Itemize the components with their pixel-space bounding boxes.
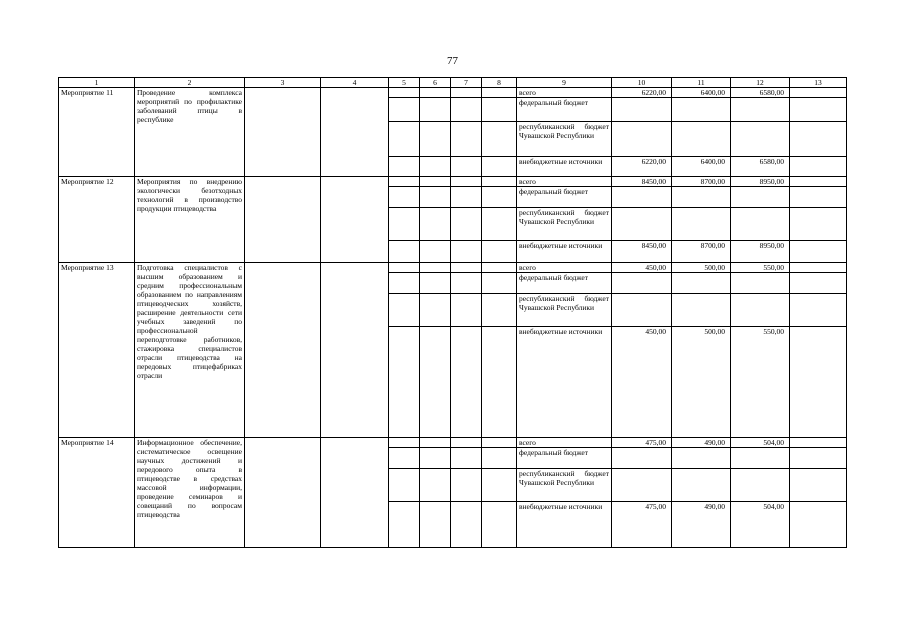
table-row	[59, 88, 847, 98]
value-col12	[731, 187, 790, 208]
value-col11: 6400,00	[672, 88, 731, 98]
funding-source: федеральный бюджет	[517, 448, 612, 469]
value-col10: 450,00	[612, 327, 672, 438]
header-cell: 10	[612, 78, 672, 88]
col4-cell	[321, 438, 389, 548]
col8-cell	[482, 157, 517, 177]
col6-cell	[420, 88, 451, 98]
col13-cell	[790, 469, 847, 502]
col13-cell	[790, 157, 847, 177]
table-row	[59, 263, 847, 273]
col7-cell	[451, 98, 482, 122]
col6-cell	[420, 187, 451, 208]
value-col10: 6220,00	[612, 88, 672, 98]
value-col10: 475,00	[612, 502, 672, 548]
col5-cell	[389, 273, 420, 294]
funding-source: внебюджетные источники	[517, 241, 612, 263]
header-cell: 13	[790, 78, 847, 88]
col6-cell	[420, 157, 451, 177]
header-cell: 11	[672, 78, 731, 88]
col8-cell	[482, 187, 517, 208]
funding-source: всего	[517, 177, 612, 187]
col7-cell	[451, 438, 482, 448]
value-col12: 550,00	[731, 327, 790, 438]
col7-cell	[451, 241, 482, 263]
col7-cell	[451, 187, 482, 208]
funding-source: федеральный бюджет	[517, 187, 612, 208]
col6-cell	[420, 327, 451, 438]
header-cell: 8	[482, 78, 517, 88]
funding-source: внебюджетные источники	[517, 502, 612, 548]
col5-cell	[389, 294, 420, 327]
col6-cell	[420, 438, 451, 448]
col4-cell	[321, 263, 389, 438]
funding-source: внебюджетные источники	[517, 157, 612, 177]
col7-cell	[451, 327, 482, 438]
col5-cell	[389, 88, 420, 98]
value-col11	[672, 448, 731, 469]
col6-cell	[420, 263, 451, 273]
col5-cell	[389, 98, 420, 122]
col5-cell	[389, 208, 420, 241]
col8-cell	[482, 294, 517, 327]
col5-cell	[389, 157, 420, 177]
col6-cell	[420, 98, 451, 122]
col3-cell	[245, 177, 321, 263]
value-col12	[731, 294, 790, 327]
col13-cell	[790, 294, 847, 327]
col5-cell	[389, 448, 420, 469]
value-col11: 500,00	[672, 327, 731, 438]
col7-cell	[451, 157, 482, 177]
header-cell: 2	[135, 78, 245, 88]
col8-cell	[482, 438, 517, 448]
col7-cell	[451, 294, 482, 327]
col13-cell	[790, 88, 847, 98]
col13-cell	[790, 241, 847, 263]
value-col10	[612, 294, 672, 327]
value-col12	[731, 469, 790, 502]
col6-cell	[420, 469, 451, 502]
value-col10: 6220,00	[612, 157, 672, 177]
value-col11	[672, 208, 731, 241]
value-col12	[731, 448, 790, 469]
measure-name: Проведение комплекса мероприятий по профилактике заболеваний птицы в республике	[135, 88, 245, 177]
value-col11	[672, 273, 731, 294]
col13-cell	[790, 122, 847, 157]
funding-source: всего	[517, 88, 612, 98]
program-table	[58, 77, 847, 548]
funding-source: республиканский бюджет Чувашской Республики	[517, 469, 612, 502]
funding-source: республиканский бюджет Чувашской Республики	[517, 294, 612, 327]
col5-cell	[389, 177, 420, 187]
col5-cell	[389, 502, 420, 548]
col6-cell	[420, 177, 451, 187]
funding-source: всего	[517, 263, 612, 273]
value-col10: 475,00	[612, 438, 672, 448]
col8-cell	[482, 502, 517, 548]
value-col11: 500,00	[672, 263, 731, 273]
col8-cell	[482, 273, 517, 294]
value-col10	[612, 469, 672, 502]
col13-cell	[790, 208, 847, 241]
col8-cell	[482, 88, 517, 98]
measure-id: Мероприятие 13	[59, 263, 135, 438]
col6-cell	[420, 241, 451, 263]
col7-cell	[451, 273, 482, 294]
col7-cell	[451, 263, 482, 273]
header-cell: 6	[420, 78, 451, 88]
value-col12: 550,00	[731, 263, 790, 273]
col4-cell	[321, 88, 389, 177]
col13-cell	[790, 98, 847, 122]
col6-cell	[420, 448, 451, 469]
measure-name: Информационное обеспечение, систематическое освещение научных достижений и передового опыта в птицеводстве в средствах массовой информации, проведение семинаров и совещаний по вопросам птицеводства	[135, 438, 245, 548]
col3-cell	[245, 438, 321, 548]
value-col11	[672, 98, 731, 122]
col6-cell	[420, 122, 451, 157]
col5-cell	[389, 187, 420, 208]
col13-cell	[790, 263, 847, 273]
value-col10	[612, 187, 672, 208]
col5-cell	[389, 327, 420, 438]
col4-cell	[321, 177, 389, 263]
value-col10	[612, 448, 672, 469]
col7-cell	[451, 502, 482, 548]
funding-source: всего	[517, 438, 612, 448]
col7-cell	[451, 469, 482, 502]
value-col11	[672, 469, 731, 502]
value-col11	[672, 187, 731, 208]
value-col12: 504,00	[731, 502, 790, 548]
table-row	[59, 177, 847, 187]
col8-cell	[482, 448, 517, 469]
funding-source: федеральный бюджет	[517, 98, 612, 122]
funding-source: внебюджетные источники	[517, 327, 612, 438]
col8-cell	[482, 469, 517, 502]
measure-id: Мероприятие 12	[59, 177, 135, 263]
col13-cell	[790, 448, 847, 469]
col13-cell	[790, 177, 847, 187]
value-col11: 8700,00	[672, 241, 731, 263]
value-col11: 8700,00	[672, 177, 731, 187]
col7-cell	[451, 122, 482, 157]
value-col12: 6580,00	[731, 157, 790, 177]
col5-cell	[389, 438, 420, 448]
col8-cell	[482, 122, 517, 157]
header-cell: 4	[321, 78, 389, 88]
col6-cell	[420, 273, 451, 294]
header-cell: 12	[731, 78, 790, 88]
col7-cell	[451, 177, 482, 187]
header-row	[59, 78, 847, 88]
funding-source: республиканский бюджет Чувашской Республики	[517, 208, 612, 241]
col5-cell	[389, 241, 420, 263]
value-col11: 6400,00	[672, 157, 731, 177]
value-col10: 450,00	[612, 263, 672, 273]
col13-cell	[790, 502, 847, 548]
col13-cell	[790, 327, 847, 438]
col5-cell	[389, 122, 420, 157]
value-col11: 490,00	[672, 438, 731, 448]
value-col10	[612, 122, 672, 157]
col5-cell	[389, 263, 420, 273]
value-col12: 504,00	[731, 438, 790, 448]
value-col11: 490,00	[672, 502, 731, 548]
header-cell: 9	[517, 78, 612, 88]
header-cell: 1	[59, 78, 135, 88]
col6-cell	[420, 208, 451, 241]
col8-cell	[482, 241, 517, 263]
measure-id: Мероприятие 11	[59, 88, 135, 177]
col13-cell	[790, 273, 847, 294]
value-col12	[731, 208, 790, 241]
value-col11	[672, 122, 731, 157]
page-number: 77	[447, 55, 458, 67]
value-col12	[731, 98, 790, 122]
col7-cell	[451, 88, 482, 98]
funding-source: федеральный бюджет	[517, 273, 612, 294]
value-col10: 8450,00	[612, 177, 672, 187]
value-col10: 8450,00	[612, 241, 672, 263]
col5-cell	[389, 469, 420, 502]
col7-cell	[451, 208, 482, 241]
header-cell: 7	[451, 78, 482, 88]
value-col12: 6580,00	[731, 88, 790, 98]
measure-name: Подготовка специалистов с высшим образованием и средним профессиональным образованием по направлениям птицеводческих хозяйств, расширение деятельности сети учебных заведений по профессиональной переподготовке работников, стажировка специалистов отрасли птицеводства на передовых птицефабриках отрасли	[135, 263, 245, 438]
value-col12: 8950,00	[731, 177, 790, 187]
value-col12	[731, 273, 790, 294]
col3-cell	[245, 263, 321, 438]
col13-cell	[790, 438, 847, 448]
header-cell: 5	[389, 78, 420, 88]
header-cell: 3	[245, 78, 321, 88]
measure-name: Мероприятия по внедрению экологически безотходных технологий в производство продукции птицеводства	[135, 177, 245, 263]
col13-cell	[790, 187, 847, 208]
value-col12	[731, 122, 790, 157]
value-col10	[612, 98, 672, 122]
col8-cell	[482, 208, 517, 241]
col8-cell	[482, 177, 517, 187]
value-col11	[672, 294, 731, 327]
col8-cell	[482, 327, 517, 438]
col8-cell	[482, 263, 517, 273]
value-col12: 8950,00	[731, 241, 790, 263]
col6-cell	[420, 294, 451, 327]
col7-cell	[451, 448, 482, 469]
funding-source: республиканский бюджет Чувашской Республики	[517, 122, 612, 157]
col3-cell	[245, 88, 321, 177]
col8-cell	[482, 98, 517, 122]
measure-id: Мероприятие 14	[59, 438, 135, 548]
value-col10	[612, 208, 672, 241]
col6-cell	[420, 502, 451, 548]
table-row	[59, 438, 847, 448]
value-col10	[612, 273, 672, 294]
